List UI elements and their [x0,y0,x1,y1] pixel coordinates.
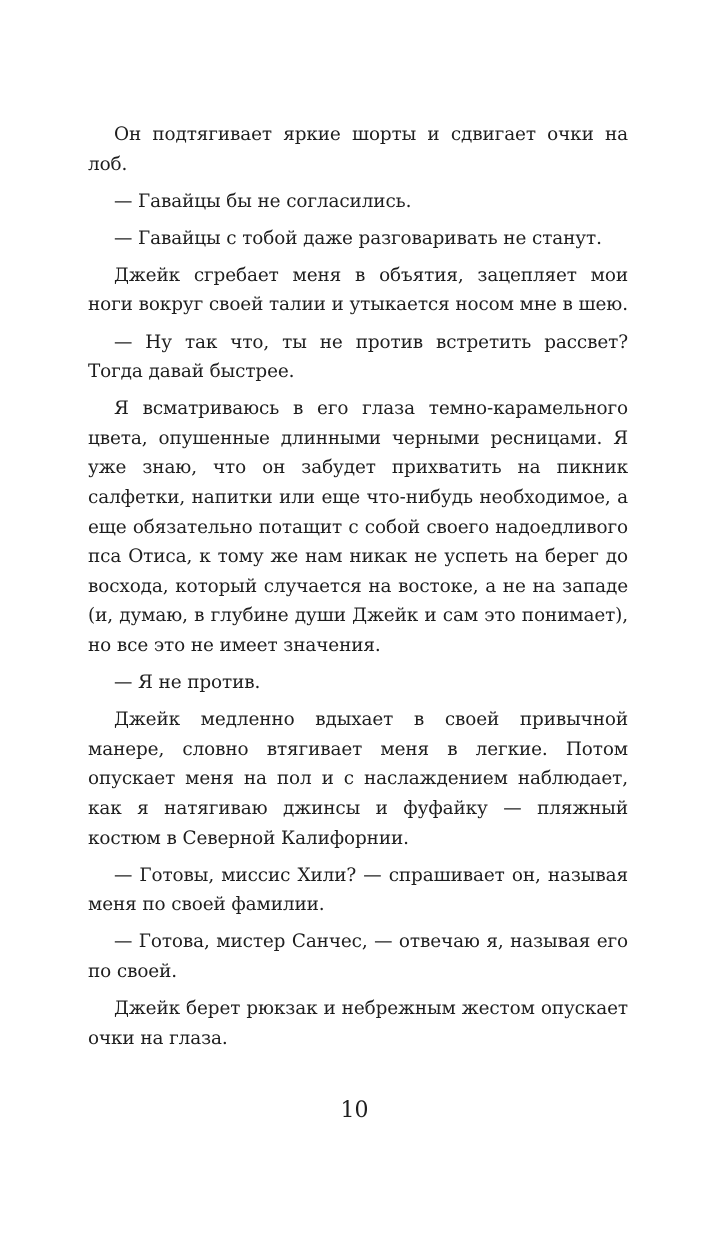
paragraph: — Готовы, миссис Хили? — спрашивает он, называя меня по своей фамилии. [88,864,628,916]
paragraph: — Ну так что, ты не против встретить рассвет? Тогда давай быстрее. [88,331,628,383]
paragraph: Джейк сгребает меня в объятия, зацепляет мои ноги вокруг своей талии и утыкается носом мне в шею. [88,264,628,316]
body-text [88,120,628,1061]
page-number: 10 [340,1098,369,1123]
paragraph: — Я не против. [114,672,261,694]
paragraph: Джейк берет рюкзак и небрежным жестом опускает очки на глаза. [88,998,628,1049]
paragraph: — Готова, мистер Санчес, — отвечаю я, называя его по своей. [88,931,628,982]
paragraph: — Гавайцы с тобой даже разговаривать не станут. [114,227,602,249]
paragraph: — Гавайцы бы не согласились. [114,190,412,212]
paragraph: Джейк медленно вдыхает в своей привычной манере, словно втягивает меня в легкие. Потом опускает меня на пол и с наслаждением наблюдает, как я натягиваю джинсы и фуфайку — пляжный костюм в Северной Калифорнии. [88,709,628,849]
paragraph: Он подтягивает яркие шорты и сдвигает очки на лоб. [88,124,628,175]
paragraph: Я всматриваюсь в его глаза темно-карамельного цвета, опушенные длинными черными ресницами. Я уже знаю, что он забудет прихватить на пикник салфетки, напитки или еще что-нибудь необходимое, а еще обязательно потащит с собой своего надоедливого пса Отиса, к тому же нам никак не успеть на берег до восхода, который случается на востоке, а не на западе (и, думаю, в глубине души Джейк и сам это понимает), но все это не имеет значения. [88,398,628,656]
